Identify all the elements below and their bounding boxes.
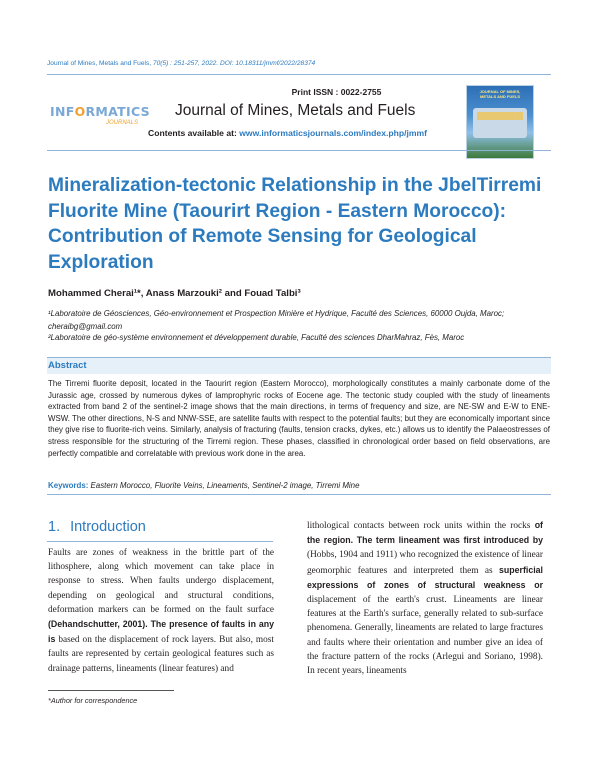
reference-dehandschutter: (Dehandschutter, 2001). The presence of faults in any is — [48, 619, 274, 645]
footnote-rule — [48, 690, 174, 691]
citation-journal: Journal of Mines, Metals and Fuels, — [47, 60, 152, 67]
keywords-label: Keywords: — [48, 481, 91, 490]
author-footnote: *Author for correspondence — [48, 696, 138, 705]
section-heading-introduction — [48, 519, 146, 535]
keywords-values: Eastern Morocco, Fluorite Veins, Lineaments, Sentinel-2 image, Tirremi Mine — [90, 481, 360, 490]
cover-title: JOURNAL OF MINES, METALS AND FUELS — [479, 89, 521, 99]
informatics-logo — [50, 104, 150, 136]
abstract-heading-band — [47, 357, 551, 374]
affiliation-1: ¹Laboratoire de Géosciences, Géo-environnement et Prospection Minière et Hydrique, Faculté des Sciences, 60000 Oujda, Maroc; cheraibg@gmail.com — [48, 309, 505, 331]
journal-title: Journal of Mines, Metals and Fuels — [175, 102, 416, 119]
cover-photo-strip — [477, 112, 523, 120]
abstract-heading: Abstract — [48, 360, 87, 371]
body-column-left: Faults are zones of weakness in the brittle part of the lithosphere, along which movement can take place in response to stress. When faults undergo displacement, depending on geological and structural conditions, deformation markers can be formed on the fault surface (Dehandschutter, 2001). The presence of faults in any is based on the displacement of rock layers. But also, most faults are represented by certain geological features such as drainage patterns, lineaments (linear features) and — [48, 548, 274, 674]
logo-subtitle: JOURNALS — [105, 120, 138, 126]
journal-url-link[interactable]: www.informaticsjournals.com/index.php/jmmf — [239, 128, 428, 138]
citation-details: 70(5) : 251-257, 2022. DOI: 10.18311/jmmf/2022/28374 — [151, 60, 316, 67]
author-list: Mohammed Cherai¹*, Anass Marzouki² and Fouad Talbi³ — [48, 288, 301, 299]
header-bottom-rule — [47, 150, 551, 151]
logo-wordmark: INFORMATICS — [50, 104, 150, 119]
body-column-right: lithological contacts between rock units within the rocks of the region. The term lineament was first introduced by (Hobbs, 1904 and 1911) who recognized the existence of linear geomorphic features and interpreted them as superficial expressions of zones of structural weakness or displacement of the earth's crust. Lineaments are linear features at the Earth's surface, generally related to sub-surface phenomena. Generally, lineaments are related to large fractures and faults where their orientation and number give an idea of the fracture pattern of the rocks (Arlegui and Soriano, 1998). In recent years, lineaments — [307, 520, 543, 677]
keywords-bottom-rule — [47, 494, 551, 495]
contents-available: Contents available at: www.informaticsjournals.com/index.php/jmmf — [148, 128, 428, 138]
section-title: Introduction — [70, 519, 146, 535]
header-top-rule — [47, 74, 551, 75]
abstract-text: The Tirremi fluorite deposit, located in the Taourirt region (Eastern Morocco), morphologically constitutes a mainly carbonate dome of the Jurassic age, crossed by numerous dykes of lamprophyric rocks of Eocene age. The tectonic study coupled with the study of lineaments extracted from band 2 of the sentinel-2 image shows that the main directions, in terms of frequency and size, are NE-SW and E-W to ENE-WSW. The other directions, N-S and NNW-SSE, are satellite faults with respect to the potential faults; but they are economically important since they give rise to fluorite-rich veins. Similarly, analysis of fracturing (faults, tension cracks, dykes, etc.) allows us to identify the Palaeostresses of stress responsible for the structuring of the Tirremi region. These phases, classified in chronological order based on field observations, are perfectly compatible and correlatable with previous work done in the area. — [48, 379, 550, 458]
abstract-top-rule — [47, 357, 551, 358]
keywords-line — [48, 481, 359, 490]
section-number: 1. — [48, 519, 61, 535]
journal-cover-image — [466, 85, 534, 159]
section-rule — [47, 541, 273, 542]
affiliation-2: ²Laboratoire de géo-système environnement et développement durable, Faculté des sciences DharMahraz, Fès, Maroc — [48, 333, 465, 342]
print-issn: Print ISSN : 0022-2755 — [291, 87, 382, 97]
article-title: Mineralization-tectonic Relationship in the JbelTirremi Fluorite Mine (Taourirt Region - Eastern Morocco): Contribution of Remote Sensing for Geological Exploration — [48, 175, 542, 273]
citation-line — [47, 60, 315, 67]
